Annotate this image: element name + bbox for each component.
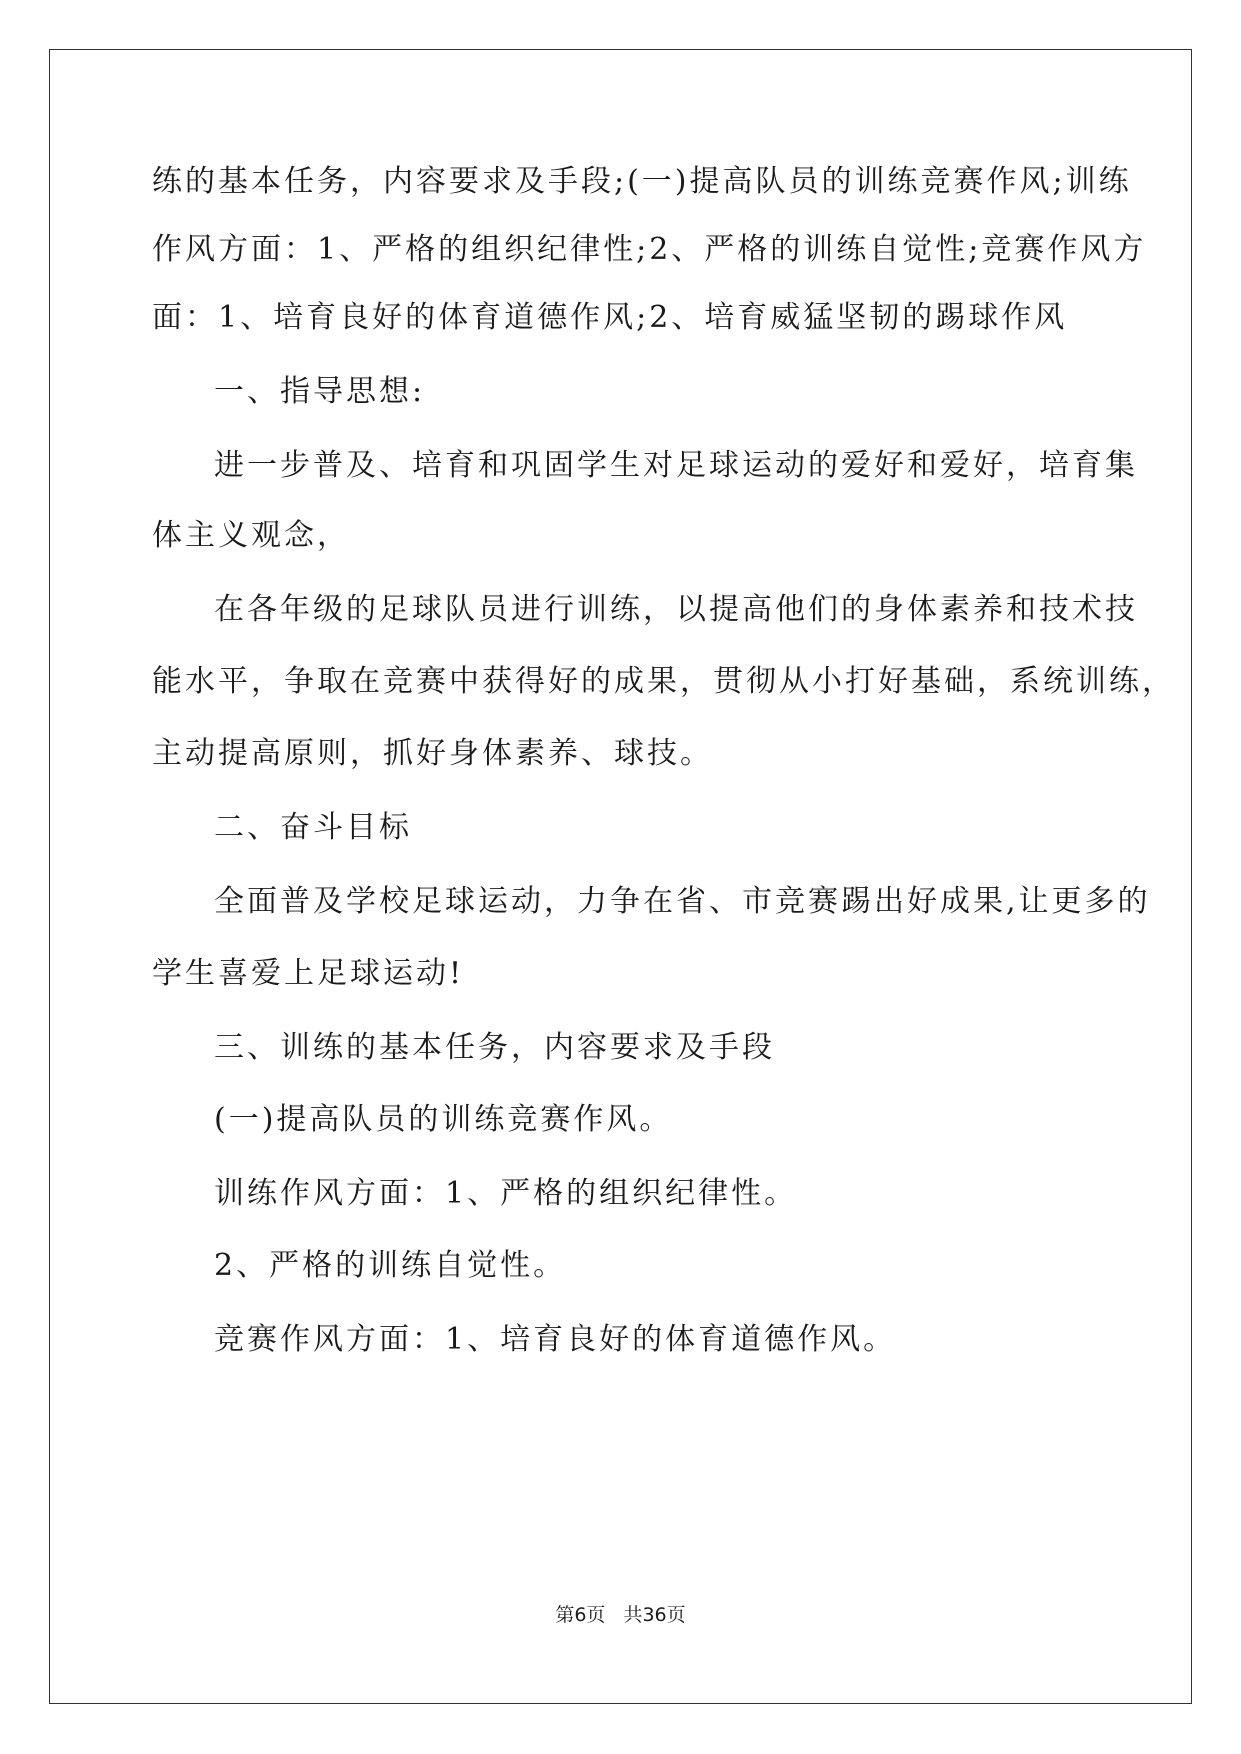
text-line: 面：1、培育良好的体育道德作风;2、培育威猛坚韧的踢球作风 [152, 300, 1068, 335]
paragraph-line: 竞赛作风方面：1、培育良好的体育道德作风。 [214, 1322, 897, 1357]
paragraph-line: 全面普及学校足球运动，力争在省、市竞赛踢出好成果,让更多的 [214, 884, 1151, 919]
section-heading: 三、训练的基本任务，内容要求及手段 [214, 1030, 775, 1065]
paragraph-line: 能水平，争取在竞赛中获得好的成果，贯彻从小打好基础，系统训练， [152, 664, 1175, 699]
page-number-total: 共36页 [623, 1604, 686, 1626]
section-heading: 二、奋斗目标 [214, 810, 412, 845]
paragraph-line: 在各年级的足球队员进行训练，以提高他们的身体素养和技术技 [214, 592, 1138, 627]
paragraph-line: 主动提高原则，抓好身体素养、球技。 [152, 736, 713, 771]
paragraph-line: 体主义观念， [152, 518, 350, 553]
paragraph-line: 进一步普及、培育和巩固学生对足球运动的爱好和爱好，培育集 [214, 448, 1138, 483]
section-heading: 一、指导思想: [214, 374, 426, 409]
page-footer [0, 1600, 1241, 1627]
text-line: 作风方面：1、严格的组织纪律性;2、严格的训练自觉性;竞赛作风方 [152, 232, 1147, 267]
paragraph-line: 训练作风方面：1、严格的组织纪律性。 [214, 1176, 798, 1211]
paragraph-line: 学生喜爱上足球运动! [152, 956, 465, 991]
paragraph-line: (一)提高队员的训练竞赛作风。 [214, 1102, 673, 1137]
paragraph-line: 2、严格的训练自觉性。 [214, 1248, 567, 1283]
page-number-current: 第6页 [555, 1604, 606, 1626]
text-line: 练的基本任务，内容要求及手段;(一)提高队员的训练竞赛作风;训练 [152, 164, 1132, 199]
